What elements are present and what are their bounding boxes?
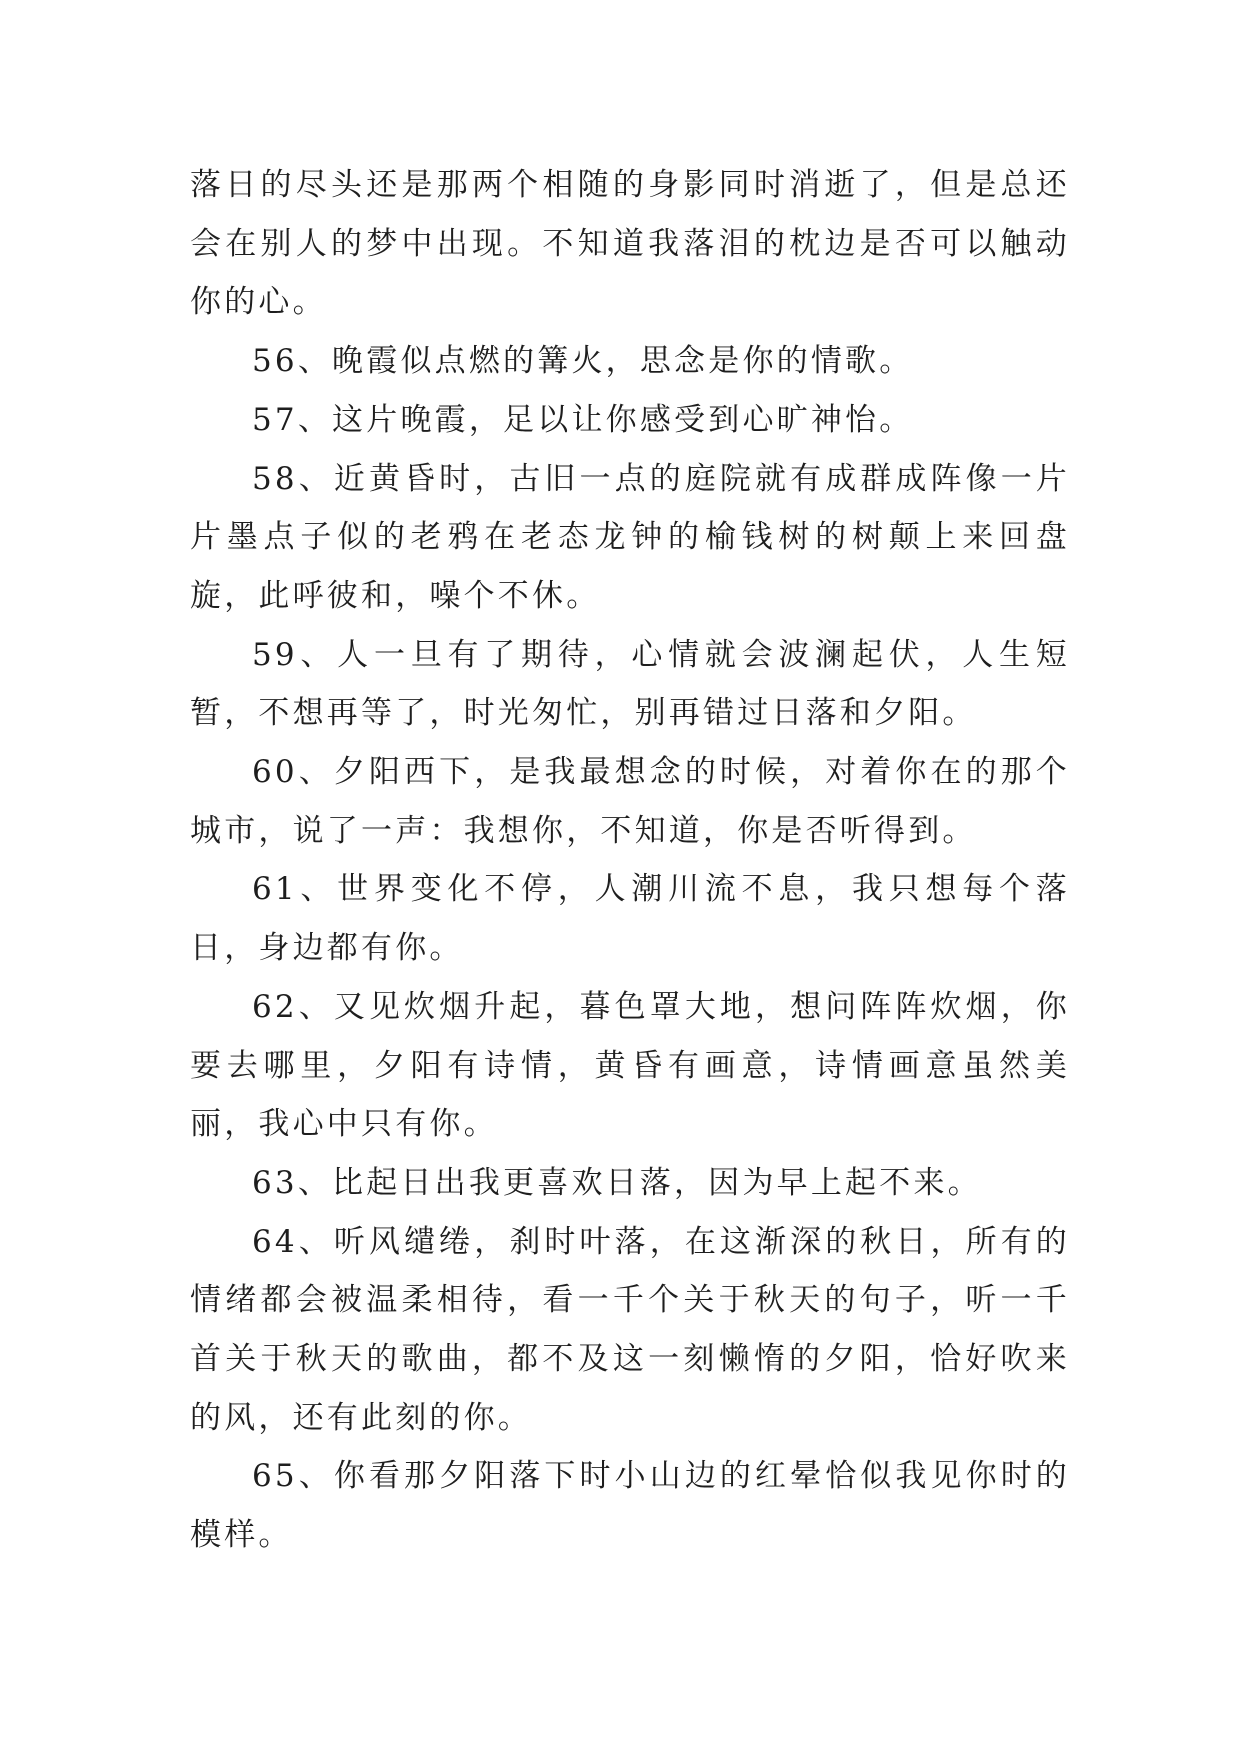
paragraph-60: 60、夕阳西下，是我最想念的时候，对着你在的那个城市，说了一声：我想你，不知道，你是否听得到。 bbox=[190, 754, 1070, 849]
paragraph-65: 65、你看那夕阳落下时小山边的红晕恰似我见你时的模样。 bbox=[190, 1458, 1070, 1554]
paragraph: 落日的尽头还是那两个相随的身影同时消逝了，但是总还会在别人的梦中出现。不知道我落泪的枕边是否可以触动你的心。 bbox=[190, 167, 1070, 321]
paragraph-62: 62、又见炊烟升起，暮色罩大地，想问阵阵炊烟，你要去哪里，夕阳有诗情，黄昏有画意，诗情画意虽然美丽，我心中只有你。 bbox=[190, 988, 1070, 1143]
paragraph-64: 64、听风缱绻，刹时叶落，在这渐深的秋日，所有的情绪都会被温柔相待，看一千个关于秋天的句子，听一千首关于秋天的歌曲，都不及这一刻懒惰的夕阳，恰好吹来的风，还有此刻的你。 bbox=[190, 1223, 1070, 1436]
paragraph-57: 57、这片晚霞，足以让你感受到心旷神怡。 bbox=[252, 401, 914, 438]
paragraph-61: 61、世界变化不停，人潮川流不息，我只想每个落日，身边都有你。 bbox=[190, 871, 1070, 967]
paragraph-56: 56、晚霞似点燃的篝火，思念是你的情歌。 bbox=[252, 343, 914, 380]
paragraph-58: 58、近黄昏时，古旧一点的庭院就有成群成阵像一片片墨点子似的老鸦在老态龙钟的榆钱树的树颠上来回盘旋，此呼彼和，噪个不休。 bbox=[190, 460, 1070, 614]
document-body bbox=[190, 156, 1070, 1565]
paragraph-63: 63、比起日出我更喜欢日落，因为早上起不来。 bbox=[252, 1164, 982, 1201]
paragraph-59: 59、人一旦有了期待，心情就会波澜起伏，人生短暂，不想再等了，时光匆忙，别再错过日落和夕阳。 bbox=[190, 636, 1070, 732]
